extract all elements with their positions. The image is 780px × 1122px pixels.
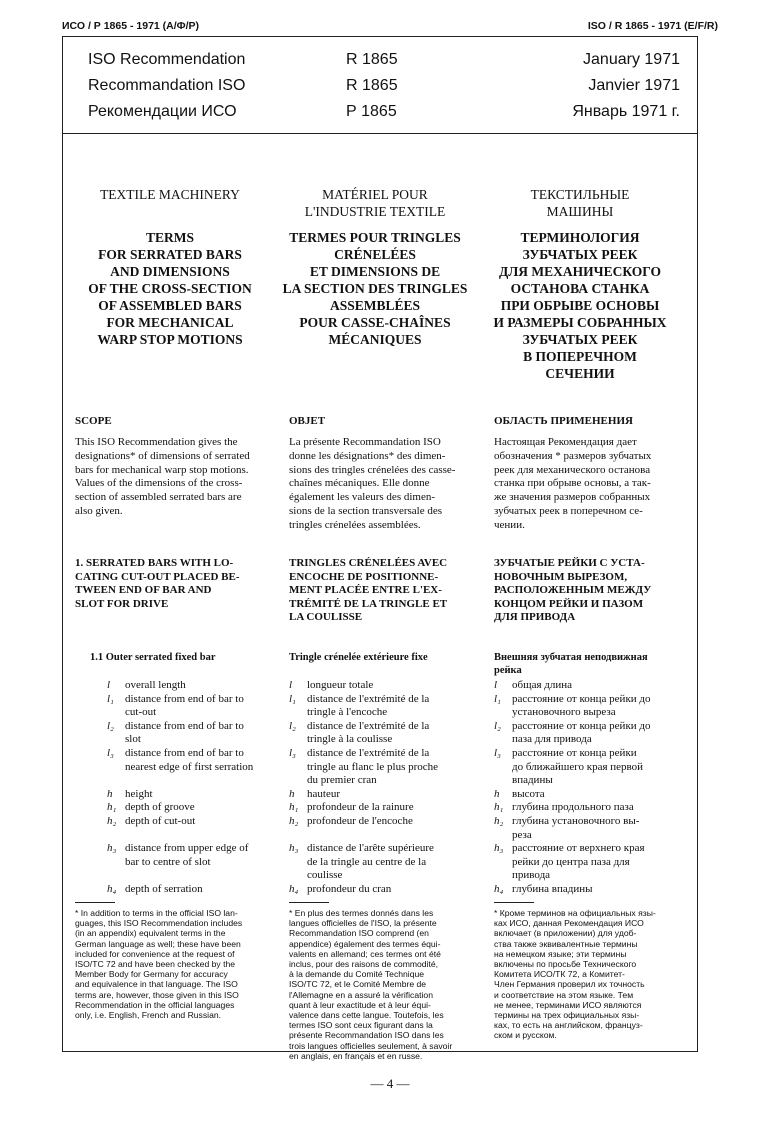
footnote-line: (in an appendix) equivalent terms in the (75, 928, 226, 939)
section-heading-line: SLOT FOR DRIVE (75, 597, 169, 610)
footnote-text-ru (494, 908, 664, 1041)
term-definition-line: nearest edge of first serration (125, 760, 254, 773)
subsection-fr: Tringle crénelée extérieure fixe (289, 652, 428, 663)
term-symbol: l₂ (494, 719, 501, 732)
term-definition (512, 801, 665, 815)
term-symbol: h₄ (107, 882, 117, 895)
term-symbol: h₃ (107, 842, 117, 855)
section-heading-line: 1. SERRATED BARS WITH LO- (75, 557, 234, 569)
title-line: TERMS (145, 230, 194, 245)
term-definition-line: distance from upper edge of (125, 842, 249, 855)
term-definition (512, 679, 665, 693)
term-definition (512, 720, 665, 747)
title-line: WARP STOP MOTIONS (97, 332, 243, 347)
scope-en (75, 415, 264, 519)
title-line: LA SECTION DES TRINGLES (282, 281, 468, 296)
term-definition-line: de la tringle au centre de la (307, 855, 427, 868)
title-line: FOR MECHANICAL (106, 315, 234, 330)
title-line: ASSEMBLÉES (329, 298, 421, 313)
title-line: OF THE CROSS-SECTION (88, 281, 252, 296)
term-row (289, 679, 461, 693)
term-definition-line: общая длина (512, 679, 573, 691)
title-line: ТЕРМИНОЛОГИЯ (520, 230, 640, 245)
term-symbol: h (289, 787, 295, 800)
title-line: POUR CASSE-CHAÎNES (299, 315, 451, 330)
scope-line: also given. (75, 504, 123, 517)
scope-line: реек для механического останова (494, 463, 651, 476)
rec-name-ru: Рекомендации ИСО (88, 103, 237, 120)
header-right: ISO / R 1865 - 1971 (E/F/R) (587, 20, 718, 32)
term-symbol (107, 774, 125, 788)
title-line: MÉCANIQUES (328, 332, 422, 347)
term-definition (125, 747, 267, 774)
term-definition (307, 720, 461, 747)
footnote-line: * In addition to terms in the official ISO lan- (75, 908, 238, 918)
section-heading-line: ENCOCHE DE POSITIONNE- (289, 570, 439, 583)
term-definition (307, 801, 461, 815)
term-definition-line: cut-out (125, 706, 157, 719)
section-heading-line: TRÉMITÉ DE LA TRINGLE ET (289, 597, 448, 610)
term-row (289, 815, 461, 829)
scope-heading-en: SCOPE (75, 415, 112, 427)
term-row (107, 774, 267, 788)
rec-name-en: ISO Recommendation (88, 51, 246, 68)
scope-fr (289, 415, 460, 533)
term-definition-line: привода (512, 869, 551, 882)
term-definition-line: hauteur (307, 787, 340, 800)
footnote-line: quant à leur exactitude et à leur équi- (289, 999, 431, 1010)
term-definition-line: slot (125, 733, 141, 746)
term-definition-line: depth of cut-out (125, 814, 196, 827)
footnote-line: * En plus des termes donnés dans les (289, 908, 434, 918)
rec-number-ru: Р 1865 (346, 103, 397, 120)
term-definition-line: глубина продольного паза (512, 801, 634, 814)
term-row (107, 829, 267, 843)
footnote-line: на немецком языке; эти термины (494, 948, 627, 959)
scope-text-en (75, 436, 264, 519)
term-symbol (107, 829, 125, 843)
footnote-line: Комитета ИСО/ТК 72, а Комитет- (494, 969, 625, 980)
footnote-text-en (75, 908, 264, 1020)
term-symbol: h₁ (289, 801, 299, 814)
scope-text-ru (494, 436, 664, 533)
footnote-line: inclus, pour des raisons de commodité, (289, 959, 439, 970)
term-definition-line: глубина установочного вы- (512, 814, 640, 827)
section-heading-line: НОВОЧНЫМ ВЫРЕЗОМ, (494, 570, 628, 583)
term-definition-line: расстояние от верхнего края (512, 842, 645, 855)
scope-heading-ru: ОБЛАСТЬ ПРИМЕНЕНИЯ (494, 415, 633, 427)
footnote-line: en anglais, en français et en russe. (289, 1050, 423, 1061)
term-row (289, 829, 461, 843)
term-definition-line: depth of serration (125, 882, 203, 895)
term-definition (307, 883, 461, 897)
term-row (494, 842, 665, 883)
scope-line: чении. (494, 518, 525, 531)
rec-date-fr: Janvier 1971 (588, 77, 680, 94)
term-definition-line: tringle à l'encoche (307, 706, 388, 719)
scope-line: же значения размеров собранных (494, 491, 651, 504)
scope-line: станка при обрыве основы, а так- (494, 477, 651, 490)
footnote-line: valence dans cette langue. Toutefois, les (289, 1010, 444, 1021)
term-definition (512, 788, 665, 802)
footnote-line: не менее, терминами ИСО являются (494, 999, 642, 1010)
footnote-line: ISO/TC 72 and have been checked by the (75, 959, 236, 970)
subsection-ru (494, 651, 669, 677)
title-en (70, 186, 270, 348)
title-fr-lines (275, 229, 475, 348)
rec-number-fr: R 1865 (346, 77, 398, 94)
term-symbol: l₁ (289, 692, 296, 705)
scope-line: обозначения * размеров зубчатых (494, 449, 652, 462)
term-row (289, 693, 461, 720)
footnote-line: terms are, however, those given in this ISO (75, 989, 239, 1000)
title-line: В ПОПЕРЕЧНОМ (523, 349, 637, 364)
term-definition-line: overall length (125, 679, 186, 691)
title-line: ДЛЯ МЕХАНИЧЕСКОГО (498, 264, 662, 279)
rec-date-en: January 1971 (583, 51, 680, 68)
footnote-line: * Кроме терминов на официальных язы- (494, 908, 656, 918)
term-definition (307, 747, 461, 788)
term-row (107, 801, 267, 815)
footnote-line: Recommandation ISO comprend (en (289, 928, 429, 939)
term-definition (512, 747, 665, 788)
title-en-field: TEXTILE MACHINERY (100, 187, 240, 202)
term-symbol: h₂ (289, 814, 299, 827)
footnote-line: langues officielles de l'ISO, la présente (289, 918, 437, 929)
term-definition (307, 815, 461, 829)
footnote-line: включены по просьбе Технического (494, 959, 637, 970)
footnote-line: Член Германия проверил их точность (494, 979, 645, 990)
title-line: TERMES POUR TRINGLES (289, 230, 461, 245)
term-definition (125, 720, 267, 747)
title-field-line: L'INDUSTRIE TEXTILE (304, 204, 446, 219)
term-definition (512, 883, 665, 897)
term-definition-line: впадины (512, 774, 553, 787)
term-row (107, 720, 267, 747)
title-ru (480, 186, 680, 382)
section-heading-line: MENT PLACÉE ENTRE L'EX- (289, 584, 442, 597)
term-row (289, 788, 461, 802)
term-symbol: l₂ (107, 719, 114, 732)
footnote-line: и соответствие на этом языке. Тем (494, 989, 634, 1000)
title-line: OF ASSEMBLED BARS (98, 298, 242, 313)
section-heading-line: РАСПОЛОЖЕННЫМ МЕЖДУ (494, 584, 652, 597)
term-definition-line: distance de l'extrémité de la (307, 719, 430, 732)
footnote-line: Member Body for Germany for accuracy (75, 969, 228, 980)
term-row (107, 869, 267, 883)
term-definition (125, 801, 267, 815)
term-definition (307, 679, 461, 693)
footnote-fr (289, 902, 460, 1061)
scope-line: donne les désignations* des dimen- (289, 449, 446, 462)
title-line: ET DIMENSIONS DE (309, 264, 441, 279)
term-definition-line: bar to centre of slot (125, 855, 211, 868)
footnote-line: ском и русском. (494, 1030, 557, 1041)
footnote-line: à la demande du Comité Technique (289, 969, 425, 980)
scope-ru (494, 415, 664, 533)
terms-list-en (107, 679, 267, 897)
subsection-line: рейка (494, 665, 522, 676)
title-line: СЕЧЕНИИ (545, 366, 615, 381)
section-heading-line: TWEEN END OF BAR AND (75, 584, 212, 597)
scope-line: Values of the dimensions of the cross- (75, 477, 243, 490)
terms-list-fr (289, 679, 461, 897)
title-field-line: МАШИНЫ (546, 204, 614, 219)
scope-line: bars for mechanical warp stop motions. (75, 463, 249, 476)
footnote-line: German language as well; these have been (75, 938, 241, 949)
scope-line: sions des tringles crénelées des casse- (289, 463, 456, 476)
term-definition-line: рейки до центра паза для (512, 855, 630, 868)
term-definition (125, 693, 267, 720)
scope-heading-fr: OBJET (289, 415, 326, 427)
footnote-line: термины на трех официальных язы- (494, 1010, 640, 1021)
term-symbol: h₁ (107, 801, 117, 814)
term-definition-line: distance from end of bar to (125, 719, 244, 732)
term-definition (512, 842, 665, 883)
term-definition-line (125, 869, 267, 883)
term-symbol: l (107, 679, 111, 691)
term-symbol: h₂ (107, 814, 117, 827)
term-definition (307, 693, 461, 720)
term-row (494, 720, 665, 747)
term-row (289, 801, 461, 815)
term-definition-line: distance de l'extrémité de la (307, 746, 430, 759)
term-row (494, 679, 665, 693)
term-definition-line (125, 829, 267, 843)
term-definition (512, 693, 665, 720)
term-row (289, 842, 461, 883)
term-row (107, 693, 267, 720)
title-fr (275, 186, 475, 348)
term-definition-line: depth of groove (125, 801, 195, 814)
footnote-line: trois langues officielles seulement, à savoir (289, 1040, 453, 1051)
footnote-line: ства также эквивалентные термины (494, 938, 638, 949)
term-definition-line: до ближайшего края первой (512, 760, 644, 773)
term-definition-line: distance de l'arête supérieure (307, 842, 434, 855)
term-definition-line: tringle au flanc le plus proche (307, 760, 439, 773)
term-symbol: h₄ (289, 882, 299, 895)
footnote-line: valents en allemand; ces termes ont été (289, 948, 441, 959)
term-definition (125, 883, 267, 897)
term-definition-line: profondeur de la rainure (307, 801, 414, 814)
term-row (107, 883, 267, 897)
term-symbol: h (107, 787, 113, 800)
title-field-line: MATÉRIEL POUR (322, 187, 428, 202)
section-heading-line: LA COULISSE (289, 611, 363, 624)
rec-number-en: R 1865 (346, 51, 398, 68)
term-definition-line: расстояние от конца рейки до (512, 692, 651, 705)
term-definition-line: высота (512, 787, 545, 800)
term-definition-line: реза (512, 828, 532, 841)
term-row (494, 883, 665, 897)
term-definition (125, 774, 267, 788)
title-line: ПРИ ОБРЫВЕ ОСНОВЫ (500, 298, 660, 313)
footnote-line: guages, this ISO Recommendation includes (75, 918, 243, 929)
footnote-line: termes ISO sont ceux figurant dans la (289, 1020, 433, 1031)
term-row (107, 842, 267, 869)
title-fr-field (275, 186, 475, 220)
term-definition (307, 788, 461, 802)
footnote-line: l'Allemagne en a assuré la vérification (289, 989, 433, 1000)
footnote-line: включает (в приложении) для удоб- (494, 928, 637, 939)
footnote-line: appendice) également des termes équi- (289, 938, 441, 949)
title-line: ЗУБЧАТЫХ РЕЕК (522, 332, 638, 347)
subsection-line: Внешняя зубчатая неподвижная (494, 652, 648, 663)
title-line: ОСТАНОВА СТАНКА (510, 281, 650, 296)
term-definition-line (307, 829, 461, 843)
section-heading-line: ЗУБЧАТЫЕ РЕЙКИ С УСТА- (494, 557, 645, 569)
terms-list-ru (494, 679, 665, 897)
term-symbol: l₂ (289, 719, 296, 732)
title-line: AND DIMENSIONS (110, 264, 230, 279)
title-line: ЗУБЧАТЫХ РЕЕК (522, 247, 638, 262)
term-symbol: l (289, 679, 293, 691)
footnote-line: présente Recommandation ISO dans les (289, 1030, 444, 1041)
term-definition-line: du premier cran (307, 774, 377, 787)
title-ru-field (480, 186, 680, 220)
term-definition-line: profondeur du cran (307, 882, 392, 895)
section-heading-line: TRINGLES CRÉNELÉES AVEC (289, 557, 448, 569)
footnote-line: included for convenience at the request of (75, 948, 235, 959)
term-definition-line: profondeur de l'encoche (307, 814, 413, 827)
term-row (494, 801, 665, 815)
footnote-text-fr (289, 908, 460, 1061)
header-left: ИСО / Р 1865 - 1971 (А/Ф/Р) (62, 20, 200, 32)
section1-heading-fr (289, 557, 462, 625)
scope-line: également les valeurs des dimen- (289, 491, 436, 504)
term-definition-line: coulisse (307, 869, 343, 882)
term-row (107, 679, 267, 693)
term-definition-line: distance from end of bar to (125, 746, 244, 759)
term-definition-line: паза для привода (512, 733, 592, 746)
footnote-en (75, 902, 264, 1020)
section1-heading-en (75, 557, 264, 611)
scope-line: section of assembled serrated bars are (75, 491, 242, 504)
term-symbol: h₃ (289, 842, 299, 855)
term-definition-line: longueur totale (307, 679, 374, 691)
footnote-line: Recommendation in the official languages (75, 999, 235, 1010)
term-row (107, 747, 267, 774)
rec-name-fr: Recommandation ISO (88, 77, 246, 94)
term-definition-line: distance de l'extrémité de la (307, 692, 430, 705)
term-definition-line: глубина впадины (512, 882, 593, 895)
term-definition (125, 788, 267, 802)
title-en-lines (70, 229, 270, 348)
subsection-en: 1.1 Outer serrated fixed bar (90, 652, 216, 663)
term-definition-line: distance from end of bar to (125, 692, 244, 705)
term-row (289, 720, 461, 747)
page-number: — 4 — (370, 1076, 410, 1091)
term-symbol: h₄ (494, 882, 504, 895)
title-line: FOR SERRATED BARS (98, 247, 242, 262)
term-symbol: h₂ (494, 814, 504, 827)
section-heading-line: ДЛЯ ПРИВОДА (494, 611, 576, 624)
term-definition (307, 829, 461, 843)
scope-line: This ISO Recommendation gives the (75, 436, 238, 448)
section-heading-line: КОНЦОМ РЕЙКИ И ПАЗОМ (494, 597, 644, 610)
section1-heading-ru (494, 557, 669, 625)
footnote-line: only, i.e. English, French and Russian. (75, 1010, 222, 1021)
term-definition-line: height (125, 787, 153, 800)
term-symbol: l (494, 679, 498, 691)
title-ru-lines (480, 229, 680, 382)
term-definition-line: расстояние от конца рейки (512, 746, 637, 759)
scope-line: tringles crénelées assemblées. (289, 518, 421, 531)
term-definition-line: установочного выреза (512, 706, 616, 719)
term-definition (125, 869, 267, 883)
term-row (494, 788, 665, 802)
scope-line: Настоящая Рекомендация дает (494, 436, 637, 448)
term-row (289, 883, 461, 897)
term-symbol (107, 869, 125, 883)
footnote-line: ISO/TC 72, et le Comité Membre de (289, 979, 427, 990)
footnote-line: and equivalence in that language. The ISO (75, 979, 238, 990)
term-row (494, 747, 665, 788)
section-heading-line: CATING CUT-OUT PLACED BE- (75, 570, 240, 583)
title-field-line: ТЕКСТИЛЬНЫЕ (530, 187, 630, 202)
header-divider (62, 133, 698, 134)
scope-line: La présente Recommandation ISO (289, 436, 441, 448)
term-definition (125, 842, 267, 869)
term-definition-line: tringle à la coulisse (307, 733, 393, 746)
term-definition-line: расстояние от конца рейки до (512, 719, 651, 732)
term-row (107, 788, 267, 802)
scope-line: sions de la section transversale des (289, 504, 443, 517)
term-definition-line (125, 774, 267, 788)
term-row (289, 747, 461, 788)
term-symbol: h₁ (494, 801, 504, 814)
term-row (494, 693, 665, 720)
scope-line: зубчатых реек в поперечном се- (494, 504, 643, 517)
term-symbol: l₃ (494, 746, 501, 759)
term-definition (307, 842, 461, 883)
footnote-line: ках, то есть на английском, француз- (494, 1020, 643, 1031)
term-definition (125, 829, 267, 843)
term-symbol: h (494, 787, 500, 800)
term-definition (125, 815, 267, 829)
term-definition (125, 679, 267, 693)
footnote-ru (494, 902, 664, 1041)
term-definition (512, 815, 665, 842)
scope-text-fr (289, 436, 460, 533)
title-line: И РАЗМЕРЫ СОБРАННЫХ (493, 315, 667, 330)
scope-line: designations* of dimensions of serrated (75, 449, 250, 462)
rec-date-ru: Январь 1971 г. (572, 103, 680, 120)
term-symbol: l₁ (494, 692, 501, 705)
title-line: CRÉNELÉES (334, 247, 416, 262)
term-row (494, 815, 665, 842)
term-symbol: l₁ (107, 692, 114, 705)
term-symbol (289, 829, 307, 843)
footnote-line: ках ИСО, данная Рекомендация ИСО (494, 918, 644, 929)
term-row (107, 815, 267, 829)
term-symbol: h₃ (494, 842, 504, 855)
scope-line: chaînes mécaniques. Elle donne (289, 477, 430, 490)
term-symbol: l₃ (107, 746, 114, 759)
term-symbol: l₃ (289, 746, 296, 759)
